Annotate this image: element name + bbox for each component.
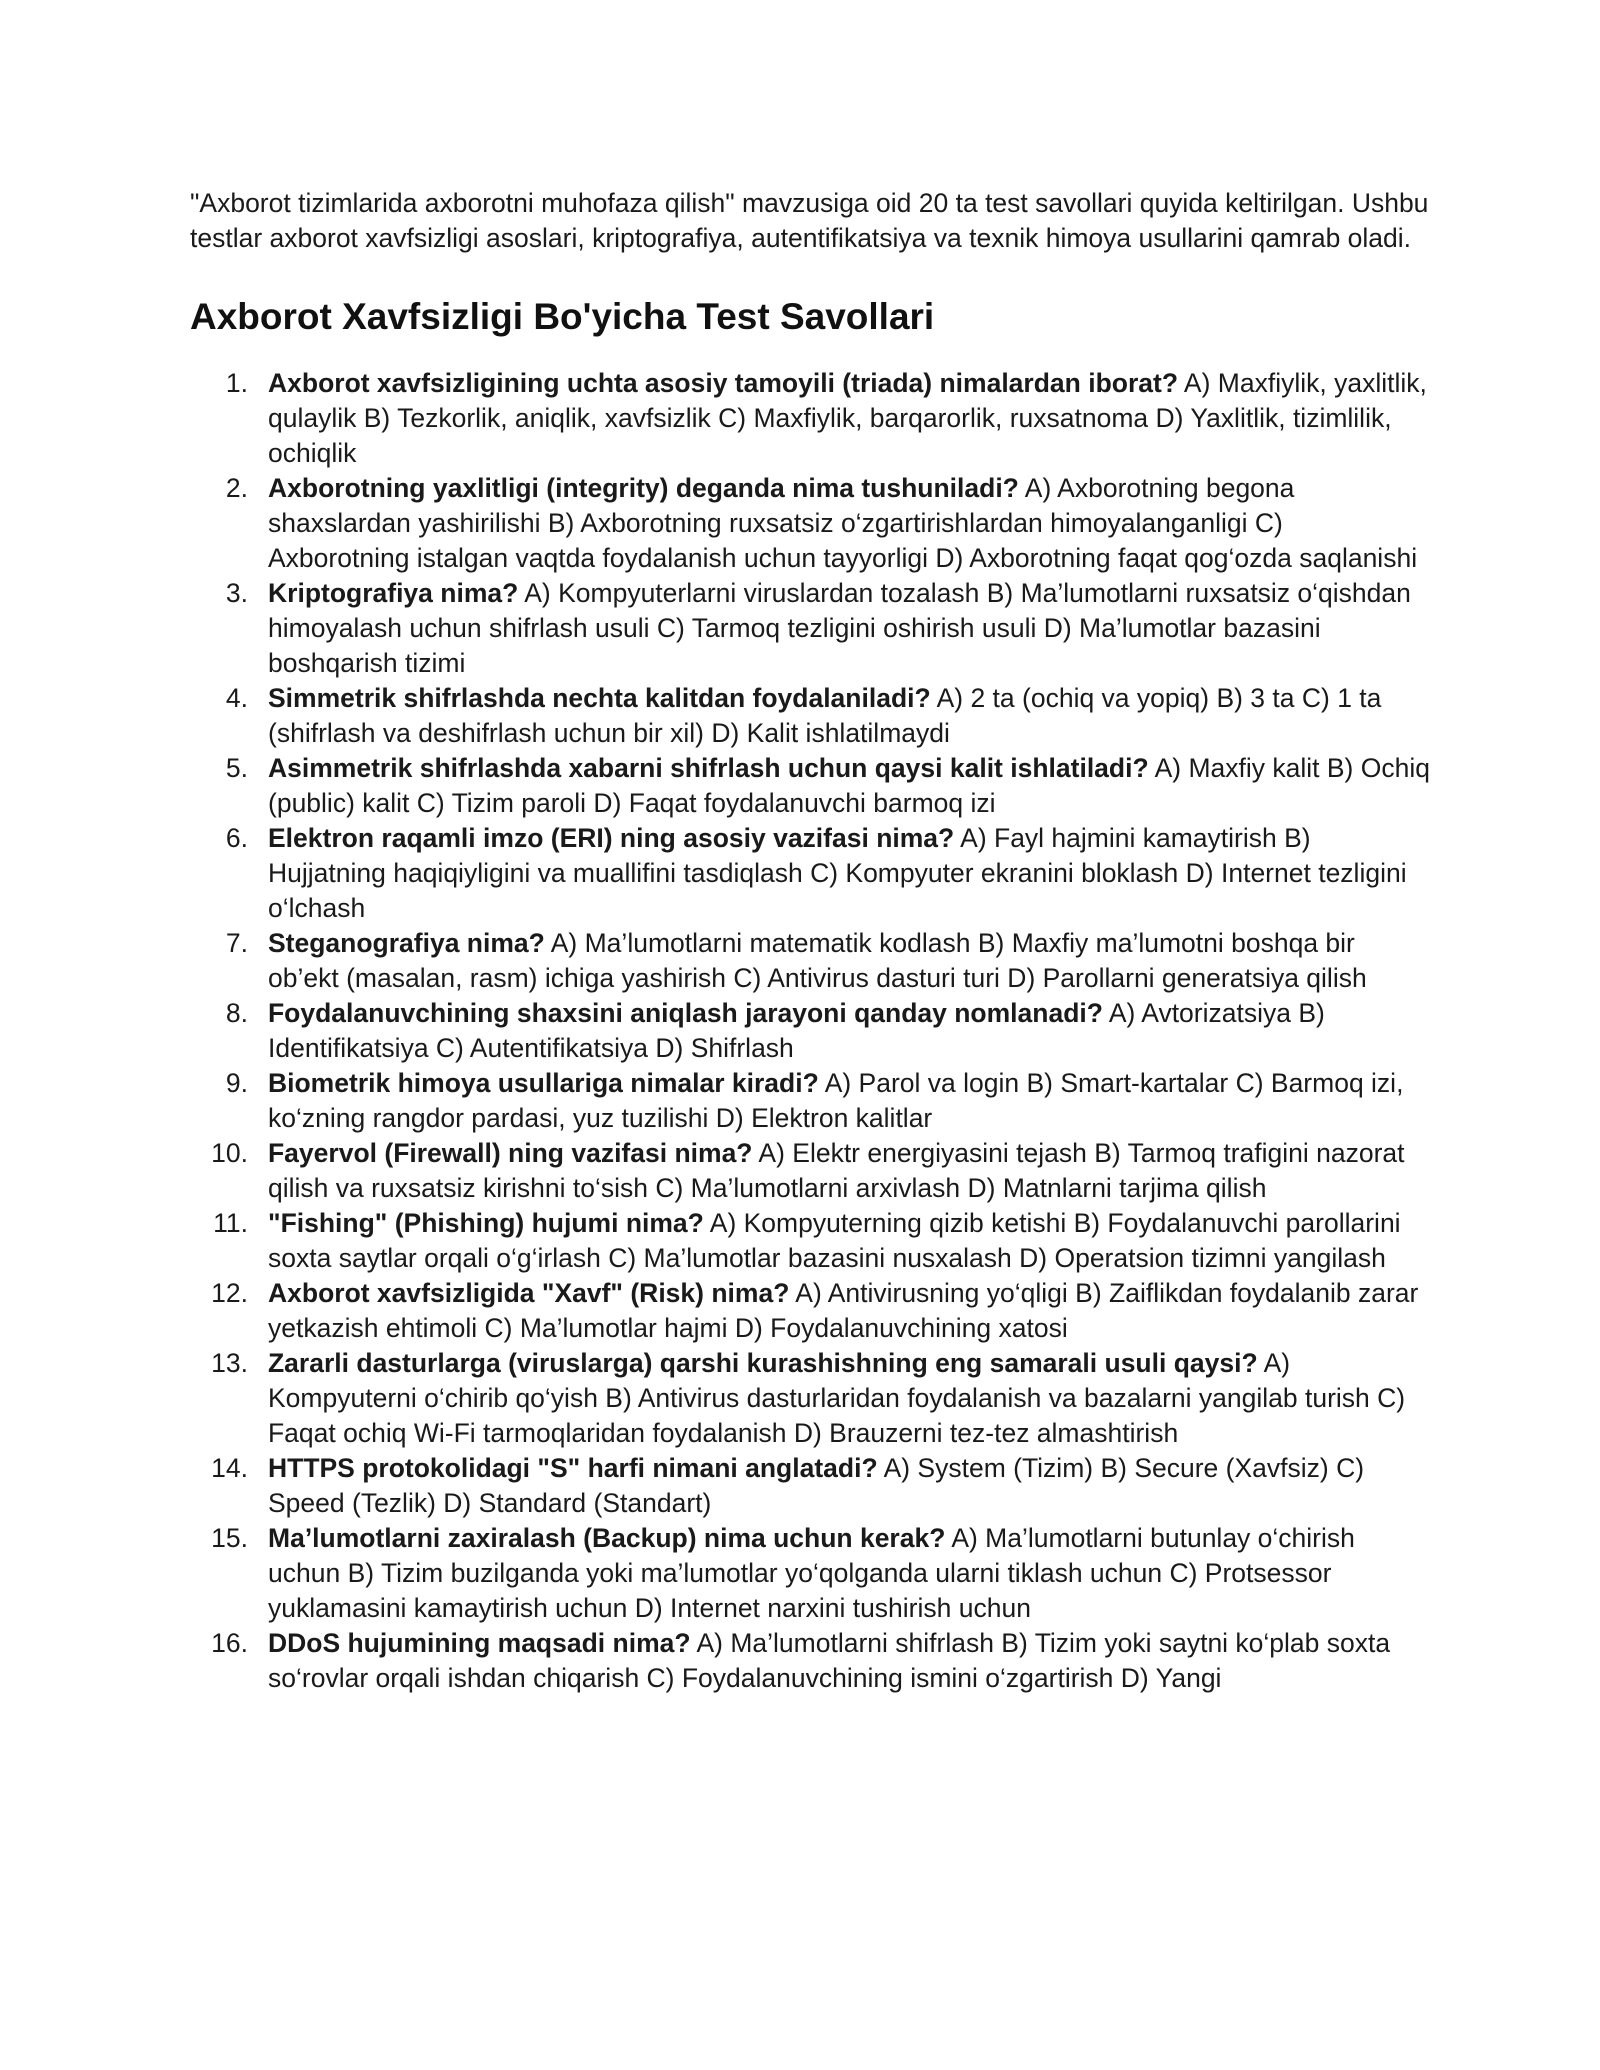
question-number: 3. (225, 578, 248, 608)
question-text: HTTPS protokolidagi "S" harfi nimani anglatadi? (268, 1453, 878, 1483)
question-item (190, 996, 1430, 1066)
answer-options: A) Avtorizatsiya B) Identifikatsiya C) Autentifikatsiya D) Shifrlash (268, 998, 1325, 1063)
question-item (190, 1066, 1430, 1136)
answer-options: A) Ma’lumotlarni shifrlash B) Tizim yoki saytni ko‘plab soxta so‘rovlar orqali ishdan chiqarish C) Foydalanuvchining ismini o‘zgartirish D) Yangi (268, 1628, 1391, 1693)
question-number: 4. (225, 683, 248, 713)
answer-options: A) Maxfiylik, yaxlitlik, qulaylik B) Tezkorlik, aniqlik, xavfsizlik C) Maxfiylik, barqarorlik, ruxsatnoma D) Yaxlitlik, tizimlilik, ochiqlik (268, 368, 1427, 468)
question-number: 14. (211, 1453, 248, 1483)
question-item (190, 1206, 1430, 1276)
question-item (190, 821, 1430, 926)
question-item (190, 576, 1430, 681)
answer-options: A) Axborotning begona shaxslardan yashirilishi B) Axborotning ruxsatsiz o‘zgartirishlardan himoyalanganligi C) Axborotning istalgan vaqtda foydalanish uchun tayyorligi D) Axborotning faqat qog‘ozda saqlanishi (268, 473, 1418, 573)
page-title: Axborot Xavfsizligi Bo'yicha Test Savollari (190, 296, 935, 337)
question-item (190, 1626, 1430, 1696)
question-item (190, 1346, 1430, 1451)
question-text: DDoS hujumining maqsadi nima? (268, 1628, 691, 1658)
question-number: 15. (211, 1523, 248, 1553)
question-number: 6. (225, 823, 248, 853)
question-number: 9. (225, 1068, 248, 1098)
document-page (190, 186, 1430, 1696)
question-number: 13. (211, 1348, 248, 1378)
answer-options: A) Ma’lumotlarni matematik kodlash B) Maxfiy ma’lumotni boshqa bir ob’ekt (masalan, rasm) ichiga yashirish C) Antivirus dasturi turi D) Parollarni generatsiya qilish (268, 928, 1367, 993)
answer-options: A) Fayl hajmini kamaytirish B) Hujjatning haqiqiyligini va muallifini tasdiqlash C) Kompyuter ekranini bloklash D) Internet tezligini o‘lchash (268, 823, 1407, 923)
question-number: 2. (225, 473, 248, 503)
question-text: Ma’lumotlarni zaxiralash (Backup) nima uchun kerak? (268, 1523, 946, 1553)
question-text: Fayervol (Firewall) ning vazifasi nima? (268, 1138, 753, 1168)
question-number: 8. (225, 998, 248, 1028)
question-item (190, 926, 1430, 996)
answer-options: A) Kompyuterlarni viruslardan tozalash B) Ma’lumotlarni ruxsatsiz o‘qishdan himoyalash uchun shifrlash usuli C) Tarmoq tezligini oshirish usuli D) Ma’lumotlar bazasini boshqarish tizimi (268, 578, 1411, 678)
question-number: 11. (213, 1208, 248, 1238)
question-text: Axborot xavfsizligining uchta asosiy tamoyili (triada) nimalardan iborat? (268, 368, 1179, 398)
question-item (190, 471, 1430, 576)
answer-options: A) Parol va login B) Smart-kartalar C) Barmoq izi, ko‘zning rangdor pardasi, yuz tuzilishi D) Elektron kalitlar (268, 1068, 1404, 1133)
question-item (190, 1276, 1430, 1346)
question-text: "Fishing" (Phishing) hujumi nima? (268, 1208, 704, 1238)
answer-options: A) Kompyuterni o‘chirib qo‘yish B) Antivirus dasturlaridan foydalanish va bazalarni yangilab turish C) Faqat ochiq Wi-Fi tarmoqlaridan foydalanish D) Brauzerni tez-tez almashtirish (268, 1348, 1406, 1448)
answer-options: A) System (Tizim) B) Secure (Xavfsiz) C) Speed (Tezlik) D) Standard (Standart) (268, 1453, 1365, 1518)
question-text: Elektron raqamli imzo (ERI) ning asosiy vazifasi nima? (268, 823, 955, 853)
answer-options: A) Ma’lumotlarni butunlay o‘chirish uchun B) Tizim buzilganda yoki ma’lumotlar yo‘qolganda ularni tiklash uchun C) Protsessor yuklamasini kamaytirish uchun D) Internet narxini tushirish uchun (268, 1523, 1355, 1623)
question-item (190, 681, 1430, 751)
question-number: 5. (225, 753, 248, 783)
question-text: Steganografiya nima? (268, 928, 545, 958)
answer-options: A) Elektr energiyasini tejash B) Tarmoq trafigini nazorat qilish va ruxsatsiz kirishni to‘sish C) Ma’lumotlarni arxivlash D) Matnlarni tarjima qilish (268, 1138, 1405, 1203)
question-number: 7. (225, 928, 248, 958)
question-text: Simmetrik shifrlashda nechta kalitdan foydalaniladi? (268, 683, 931, 713)
question-text: Axborotning yaxlitligi (integrity) deganda nima tushuniladi? (268, 473, 1019, 503)
answer-options: A) 2 ta (ochiq va yopiq) B) 3 ta C) 1 ta (shifrlash va deshifrlash uchun bir xil) D) Kalit ishlatilmaydi (268, 683, 1382, 748)
question-number: 12. (211, 1278, 248, 1308)
question-text: Biometrik himoya usullariga nimalar kiradi? (268, 1068, 819, 1098)
question-text: Zararli dasturlarga (viruslarga) qarshi kurashishning eng samarali usuli qaysi? (268, 1348, 1258, 1378)
question-item (190, 1451, 1430, 1521)
intro-paragraph: "Axborot tizimlarida axborotni muhofaza qilish" mavzusiga oid 20 ta test savollari quyida keltirilgan. Ushbu testlar axborot xavfsizligi asoslari, kriptografiya, autentifikatsiya va texnik himoya usullarini qamrab oladi. (190, 188, 1429, 253)
question-text: Kriptografiya nima? (268, 578, 519, 608)
question-item (190, 366, 1430, 471)
question-item (190, 1521, 1430, 1626)
answer-options: A) Maxfiy kalit B) Ochiq (public) kalit C) Tizim paroli D) Faqat foydalanuvchi barmoq izi (268, 753, 1430, 818)
question-number: 1. (225, 368, 248, 398)
answer-options: A) Antivirusning yo‘qligi B) Zaiflikdan foydalanib zarar yetkazish ehtimoli C) Ma’lumotlar hajmi D) Foydalanuvchining xatosi (268, 1278, 1419, 1343)
question-item (190, 1136, 1430, 1206)
question-text: Foydalanuvchining shaxsini aniqlash jarayoni qanday nomlanadi? (268, 998, 1103, 1028)
question-text: Asimmetrik shifrlashda xabarni shifrlash uchun qaysi kalit ishlatiladi? (268, 753, 1149, 783)
question-item (190, 751, 1430, 821)
question-text: Axborot xavfsizligida "Xavf" (Risk) nima? (268, 1278, 790, 1308)
answer-options: A) Kompyuterning qizib ketishi B) Foydalanuvchi parollarini soxta saytlar orqali o‘g‘irlash C) Ma’lumotlar bazasini nusxalash D) Operatsion tizimni yangilash (268, 1208, 1401, 1273)
question-list (190, 366, 1430, 1696)
question-number: 16. (211, 1628, 248, 1658)
question-number: 10. (211, 1138, 248, 1168)
